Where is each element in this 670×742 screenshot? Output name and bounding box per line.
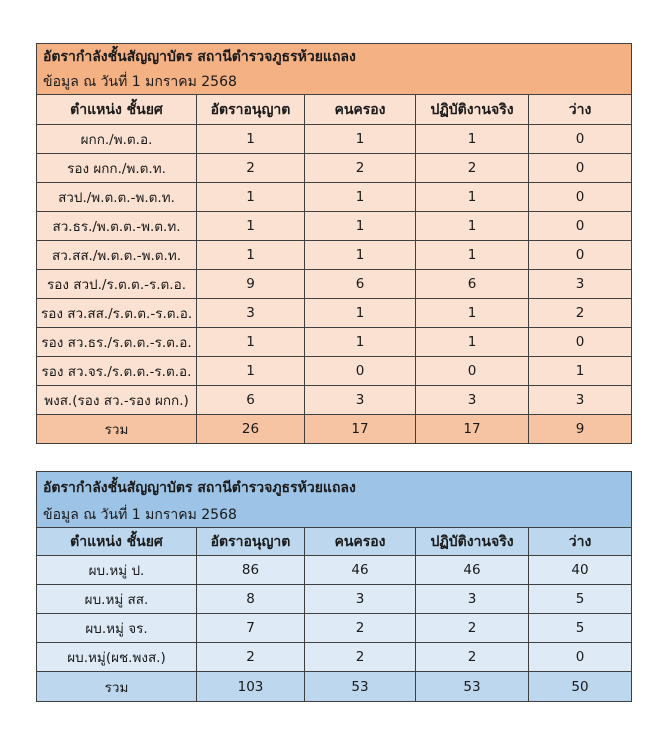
value-cell: 2 [305,643,416,672]
total-value: 103 [197,672,305,702]
value-cell: 3 [529,386,632,415]
value-cell: 3 [416,585,529,614]
value-cell: 6 [416,270,529,299]
table-row [37,386,632,415]
table-row [37,270,632,299]
value-cell: 2 [197,154,305,183]
rank-cell: รอง ผกก./พ.ต.ท. [37,154,197,183]
table-title: อัตรากำลังชั้นสัญญาบัตร สถานีตำรวจภูธรห้วยแถลง [37,44,632,71]
subtitle-row [37,503,632,528]
value-cell: 1 [197,125,305,154]
value-cell: 1 [197,241,305,270]
table-row [37,241,632,270]
value-cell: 0 [529,643,632,672]
column-header: ว่าง [529,95,632,125]
value-cell: 2 [305,154,416,183]
value-cell: 1 [416,299,529,328]
column-header: อัตราอนุญาต [197,95,305,125]
table-row [37,328,632,357]
rank-cell: รอง สว.จร./ร.ต.ต.-ร.ต.อ. [37,357,197,386]
value-cell: 0 [529,183,632,212]
total-value: 53 [305,672,416,702]
rank-cell: สว.ธร./พ.ต.ต.-พ.ต.ท. [37,212,197,241]
value-cell: 0 [529,328,632,357]
table-row [37,183,632,212]
header-row [37,528,632,556]
value-cell: 5 [529,585,632,614]
value-cell: 0 [529,212,632,241]
staffing-table-nco [36,471,632,702]
value-cell: 1 [305,212,416,241]
rank-cell: พงส.(รอง สว.-รอง ผกก.) [37,386,197,415]
value-cell: 46 [416,556,529,585]
value-cell: 1 [416,212,529,241]
value-cell: 2 [305,614,416,643]
total-row [37,672,632,702]
value-cell: 6 [197,386,305,415]
value-cell: 3 [416,386,529,415]
rank-cell: ผบ.หมู่(ผช.พงส.) [37,643,197,672]
value-cell: 1 [305,241,416,270]
value-cell: 1 [305,125,416,154]
value-cell: 9 [197,270,305,299]
total-label: รวม [37,672,197,702]
column-header: ตำแหน่ง ชั้นยศ [37,528,197,556]
rank-cell: สวป./พ.ต.ต.-พ.ต.ท. [37,183,197,212]
staffing-table-commissioned [36,43,632,444]
subtitle-row [37,70,632,95]
column-header: คนครอง [305,95,416,125]
table-subtitle: ข้อมูล ณ วันที่ 1 มกราคม 2568 [37,70,632,95]
total-value: 17 [305,415,416,444]
rank-cell: ผกก./พ.ต.อ. [37,125,197,154]
value-cell: 1 [197,328,305,357]
value-cell: 1 [197,357,305,386]
value-cell: 1 [197,212,305,241]
total-value: 26 [197,415,305,444]
value-cell: 8 [197,585,305,614]
value-cell: 86 [197,556,305,585]
table-body [37,472,632,702]
value-cell: 0 [305,357,416,386]
value-cell: 40 [529,556,632,585]
value-cell: 3 [529,270,632,299]
table-row [37,154,632,183]
table-row [37,212,632,241]
total-value: 50 [529,672,632,702]
rank-cell: ผบ.หมู่ ป. [37,556,197,585]
value-cell: 1 [416,183,529,212]
value-cell: 1 [305,328,416,357]
column-header: ตำแหน่ง ชั้นยศ [37,95,197,125]
value-cell: 1 [416,328,529,357]
value-cell: 0 [416,357,529,386]
title-row [37,44,632,71]
column-header: ปฏิบัติงานจริง [416,95,529,125]
column-header: ว่าง [529,528,632,556]
column-header: คนครอง [305,528,416,556]
value-cell: 1 [197,183,305,212]
value-cell: 0 [529,125,632,154]
table-row [37,556,632,585]
value-cell: 6 [305,270,416,299]
rank-cell: ผบ.หมู่ จร. [37,614,197,643]
value-cell: 0 [529,241,632,270]
table-row [37,357,632,386]
table-row [37,643,632,672]
total-label: รวม [37,415,197,444]
table-row [37,299,632,328]
table-row [37,614,632,643]
value-cell: 2 [529,299,632,328]
value-cell: 3 [305,386,416,415]
rank-cell: รอง สว.สส./ร.ต.ต.-ร.ต.อ. [37,299,197,328]
table-row [37,125,632,154]
value-cell: 2 [416,614,529,643]
table-subtitle: ข้อมูล ณ วันที่ 1 มกราคม 2568 [37,503,632,528]
value-cell: 7 [197,614,305,643]
value-cell: 1 [305,183,416,212]
value-cell: 46 [305,556,416,585]
total-row [37,415,632,444]
rank-cell: รอง สว.ธร./ร.ต.ต.-ร.ต.อ. [37,328,197,357]
value-cell: 3 [197,299,305,328]
rank-cell: ผบ.หมู่ สส. [37,585,197,614]
table-body [37,44,632,444]
value-cell: 1 [416,241,529,270]
column-header: ปฏิบัติงานจริง [416,528,529,556]
value-cell: 3 [305,585,416,614]
value-cell: 1 [529,357,632,386]
value-cell: 1 [305,299,416,328]
value-cell: 1 [416,125,529,154]
value-cell: 2 [197,643,305,672]
column-header: อัตราอนุญาต [197,528,305,556]
value-cell: 0 [529,154,632,183]
value-cell: 2 [416,643,529,672]
total-value: 53 [416,672,529,702]
rank-cell: สว.สส./พ.ต.ต.-พ.ต.ท. [37,241,197,270]
header-row [37,95,632,125]
title-row [37,472,632,504]
value-cell: 5 [529,614,632,643]
rank-cell: รอง สวป./ร.ต.ต.-ร.ต.อ. [37,270,197,299]
total-value: 17 [416,415,529,444]
table-row [37,585,632,614]
total-value: 9 [529,415,632,444]
value-cell: 2 [416,154,529,183]
table-title: อัตรากำลังชั้นสัญญาบัตร สถานีตำรวจภูธรห้วยแถลง [37,472,632,504]
